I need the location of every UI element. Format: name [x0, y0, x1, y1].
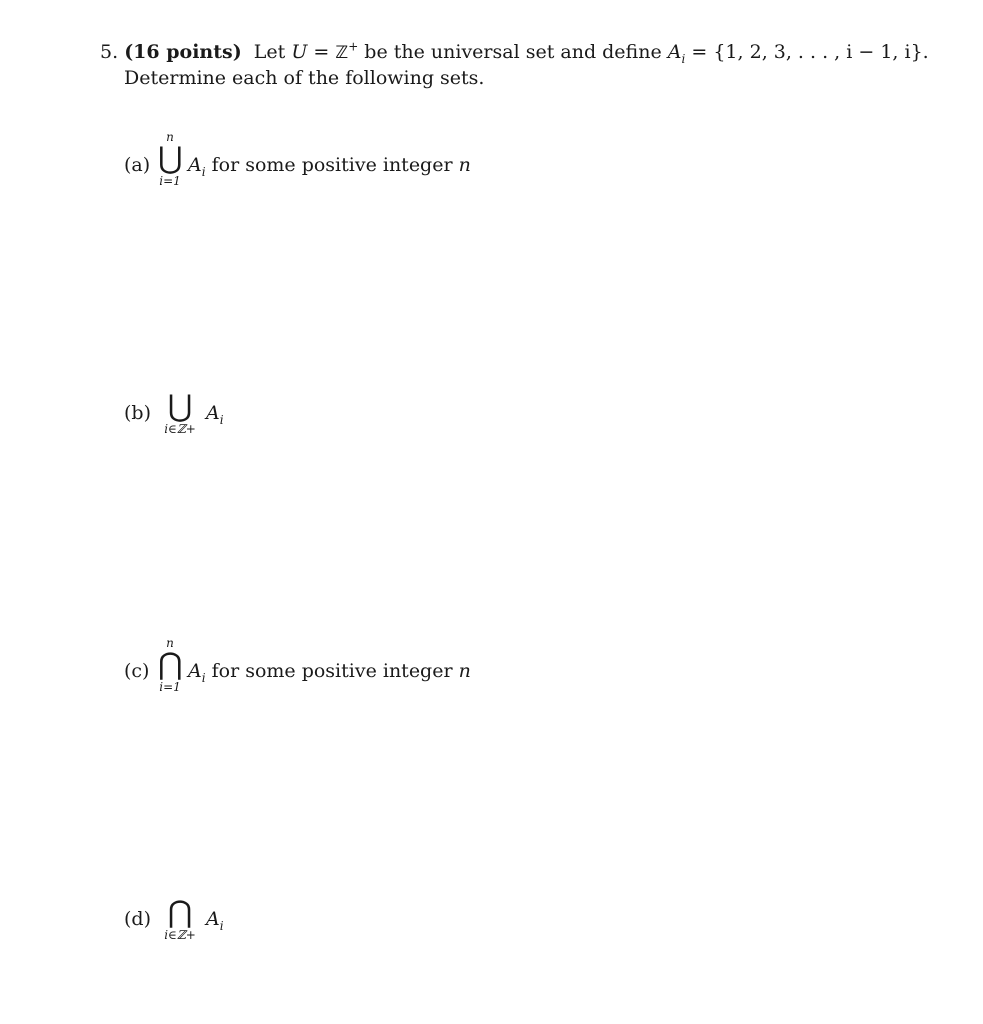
intersection-operator: [160, 884, 200, 942]
equals-sign-2: =: [691, 41, 708, 63]
set-a-subscript: i: [681, 51, 686, 66]
definition-text: be the universal set and define: [364, 41, 662, 63]
set-var: A: [206, 402, 220, 424]
part-d: [124, 884, 624, 954]
universal-set-var: U: [291, 41, 308, 63]
part-expression: [206, 908, 224, 933]
note-var: n: [458, 154, 471, 176]
intersection-symbol: ⋂: [167, 895, 193, 930]
set-definition: {1, 2, 3, . . . , i − 1, i}.: [713, 41, 929, 63]
part-c: [124, 636, 624, 706]
set-var: A: [188, 660, 202, 682]
problem-number: 5.: [100, 41, 119, 63]
union-symbol: ⋃: [167, 389, 193, 424]
upper-limit: n: [166, 130, 174, 144]
lower-limit: i∈ℤ+: [164, 928, 196, 942]
part-label: (d): [124, 908, 151, 930]
part-label: (a): [124, 154, 151, 176]
set-var: A: [188, 154, 202, 176]
part-label: (b): [124, 402, 151, 424]
part-note: for some positive integer: [211, 154, 453, 176]
set-var: A: [206, 908, 220, 930]
part-expression: [206, 402, 224, 427]
part-a: [124, 130, 624, 200]
problem-instruction: Determine each of the following sets.: [124, 67, 485, 89]
union-symbol: ⋃: [158, 141, 183, 176]
union-operator: [158, 130, 182, 188]
part-note: for some positive integer: [211, 660, 453, 682]
plus-superscript: +: [348, 39, 359, 54]
set-subscript: i: [219, 918, 224, 933]
intersection-operator: [158, 636, 182, 694]
equals-sign: =: [313, 41, 330, 63]
lower-limit: i=1: [159, 680, 181, 694]
part-expression: [188, 660, 471, 685]
set-subscript: i: [201, 670, 206, 685]
part-expression: [188, 154, 471, 179]
let-text: Let: [253, 41, 286, 63]
set-subscript: i: [201, 164, 206, 179]
upper-limit: n: [166, 636, 174, 650]
note-var: n: [458, 660, 471, 682]
part-b: [124, 378, 624, 448]
set-a-var: A: [667, 41, 682, 63]
problem-statement: [100, 39, 929, 91]
intersection-symbol: ⋂: [158, 647, 183, 682]
union-operator: [160, 378, 200, 436]
part-label: (c): [124, 660, 150, 682]
problem-line-1: [100, 39, 929, 66]
lower-limit: i∈ℤ+: [164, 422, 196, 436]
problem-points: (16 points): [124, 41, 242, 63]
lower-limit: i=1: [159, 174, 181, 188]
set-subscript: i: [219, 412, 224, 427]
integers-symbol: ℤ: [335, 43, 349, 63]
